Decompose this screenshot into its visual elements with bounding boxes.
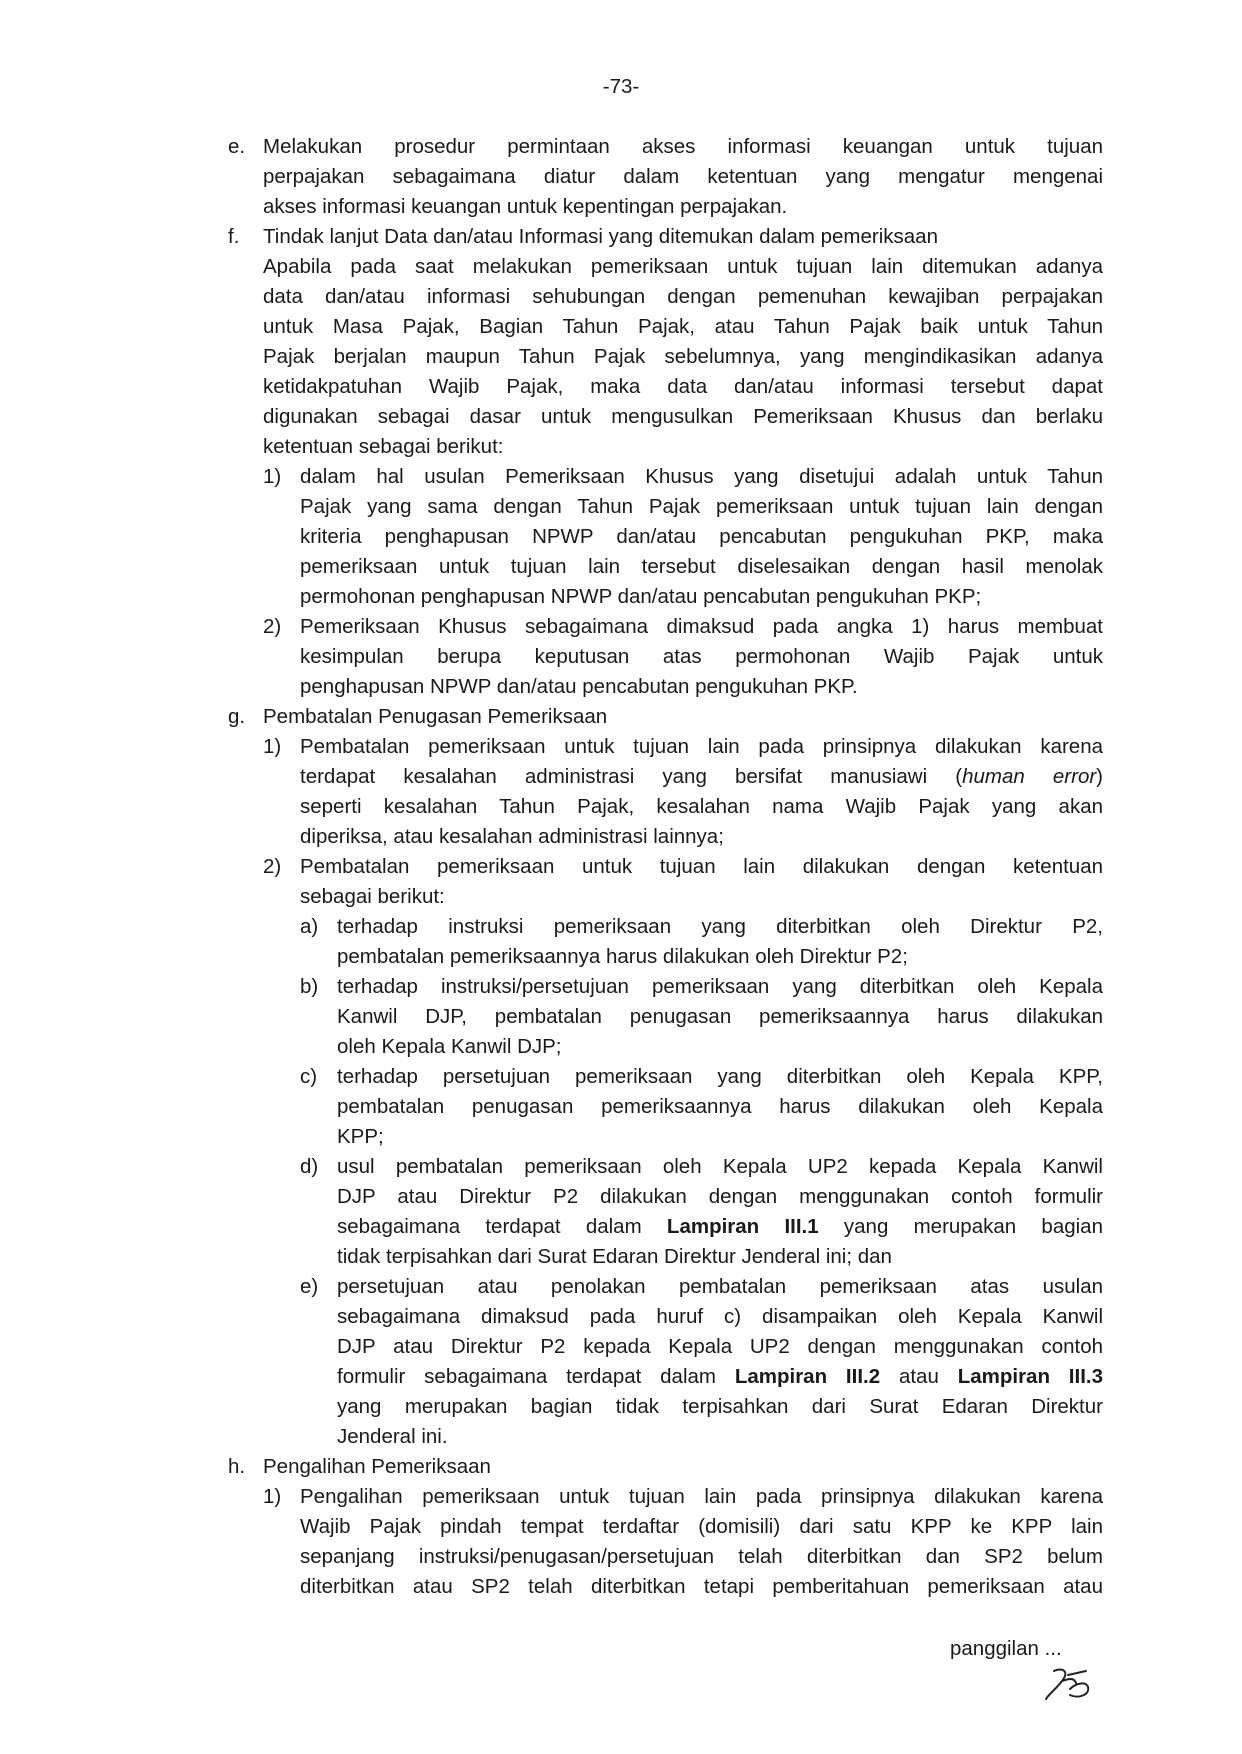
text-line: untuk Masa Pajak, Bagian Tahun Pajak, atau Tahun Pajak baik untuk Tahun	[263, 315, 1103, 338]
paragraph-text	[263, 702, 1103, 732]
list-marker: 1)	[263, 1485, 282, 1508]
text-line: KPP;	[337, 1125, 384, 1148]
paragraph-text	[300, 852, 1103, 912]
text-line: penghapusan NPWP dan/atau pencabutan pengukuhan PKP.	[300, 675, 858, 698]
paragraph-text	[337, 1062, 1103, 1152]
list-marker: e)	[300, 1275, 319, 1298]
list-marker: g.	[228, 705, 246, 728]
text-line: Pengalihan pemeriksaan untuk tujuan lain pada prinsipnya dilakukan karena	[300, 1485, 1103, 1508]
text-line: Pemeriksaan Khusus sebagaimana dimaksud pada angka 1) harus membuat	[300, 615, 1103, 638]
text-line: pembatalan pemeriksaannya harus dilakukan oleh Direktur P2;	[337, 945, 908, 968]
paraf-signature-icon	[1040, 1665, 1100, 1705]
text-line: data dan/atau informasi sehubungan dengan pemenuhan kewajiban perpajakan	[263, 285, 1103, 308]
paragraph-text	[337, 972, 1103, 1062]
list-marker: f.	[228, 225, 240, 248]
text-line: yang merupakan bagian tidak terpisahkan dari Surat Edaran Direktur	[337, 1395, 1103, 1418]
text-line: Kanwil DJP, pembatalan penugasan pemeriksaannya harus dilakukan	[337, 1005, 1103, 1028]
list-marker: 2)	[263, 615, 282, 638]
text-line: permohonan penghapusan NPWP dan/atau pencabutan pengukuhan PKP;	[300, 585, 982, 608]
text-line: DJP atau Direktur P2 kepada Kepala UP2 dengan menggunakan contoh	[337, 1335, 1103, 1358]
paragraph-text	[300, 612, 1103, 702]
list-marker: c)	[300, 1065, 318, 1088]
text-line: Pembatalan pemeriksaan untuk tujuan lain dilakukan dengan ketentuan	[300, 855, 1103, 878]
text-line: diperiksa, atau kesalahan administrasi lainnya;	[300, 825, 724, 848]
text-line: sepanjang instruksi/penugasan/persetujuan telah diterbitkan dan SP2 belum	[300, 1545, 1103, 1568]
text-line: Pembatalan Penugasan Pemeriksaan	[263, 705, 608, 728]
text-line: tidak terpisahkan dari Surat Edaran Direktur Jenderal ini; dan	[337, 1245, 892, 1268]
paragraph-text	[337, 1152, 1103, 1272]
text-line: dalam hal usulan Pemeriksaan Khusus yang disetujui adalah untuk Tahun	[300, 465, 1103, 488]
text-line: sebagaimana terdapat dalam Lampiran III.1 yang merupakan bagian	[337, 1215, 1103, 1238]
list-marker: b)	[300, 975, 319, 998]
paragraph-text	[300, 462, 1103, 612]
text-line: kesimpulan berupa keputusan atas permohonan Wajib Pajak untuk	[300, 645, 1103, 668]
text-line: ketidakpatuhan Wajib Pajak, maka data dan/atau informasi tersebut dapat	[263, 375, 1103, 398]
text-line: Pajak berjalan maupun Tahun Pajak sebelumnya, yang mengindikasikan adanya	[263, 345, 1103, 368]
text-line: terhadap persetujuan pemeriksaan yang diterbitkan oleh Kepala KPP,	[337, 1065, 1103, 1088]
text-line: DJP atau Direktur P2 dilakukan dengan menggunakan contoh formulir	[337, 1185, 1103, 1208]
text-line: Tindak lanjut Data dan/atau Informasi yang ditemukan dalam pemeriksaan	[263, 225, 938, 248]
text-line: Melakukan prosedur permintaan akses informasi keuangan untuk tujuan	[263, 135, 1103, 158]
text-line: oleh Kepala Kanwil DJP;	[337, 1035, 562, 1058]
text-line: Pajak yang sama dengan Tahun Pajak pemeriksaan untuk tujuan lain dengan	[300, 495, 1103, 518]
text-line: pembatalan penugasan pemeriksaannya harus dilakukan oleh Kepala	[337, 1095, 1103, 1118]
text-line: persetujuan atau penolakan pembatalan pemeriksaan atas usulan	[337, 1275, 1103, 1298]
text-line: perpajakan sebagaimana diatur dalam ketentuan yang mengatur mengenai	[263, 165, 1103, 188]
text-line: ketentuan sebagai berikut:	[263, 435, 504, 458]
text-line: Pembatalan pemeriksaan untuk tujuan lain pada prinsipnya dilakukan karena	[300, 735, 1103, 758]
text-line: sebagaimana dimaksud pada huruf c) disampaikan oleh Kepala Kanwil	[337, 1305, 1103, 1328]
list-marker: 1)	[263, 735, 282, 758]
continuation-catchword: panggilan ...	[950, 1637, 1062, 1660]
text-line: digunakan sebagai dasar untuk mengusulkan Pemeriksaan Khusus dan berlaku	[263, 405, 1103, 428]
paragraph-text	[263, 252, 1103, 462]
paragraph-text	[300, 732, 1103, 852]
list-marker: h.	[228, 1455, 246, 1478]
text-line: formulir sebagaimana terdapat dalam Lampiran III.2 atau Lampiran III.3	[337, 1365, 1103, 1388]
list-marker: a)	[300, 915, 319, 938]
list-marker: d)	[300, 1155, 319, 1178]
list-marker: 2)	[263, 855, 282, 878]
paragraph-text	[337, 1272, 1103, 1452]
text-line: sebagai berikut:	[300, 885, 445, 908]
paragraph-text	[337, 912, 1103, 972]
text-line: terhadap instruksi/persetujuan pemeriksaan yang diterbitkan oleh Kepala	[337, 975, 1103, 998]
list-marker: 1)	[263, 465, 282, 488]
text-line: Wajib Pajak pindah tempat terdaftar (domisili) dari satu KPP ke KPP lain	[300, 1515, 1103, 1538]
paragraph-text	[263, 1452, 1103, 1482]
text-line: usul pembatalan pemeriksaan oleh Kepala UP2 kepada Kepala Kanwil	[337, 1155, 1103, 1178]
paragraph-text	[263, 132, 1103, 222]
text-line: pemeriksaan untuk tujuan lain tersebut diselesaikan dengan hasil menolak	[300, 555, 1103, 578]
text-line: Apabila pada saat melakukan pemeriksaan untuk tujuan lain ditemukan adanya	[263, 255, 1103, 278]
paragraph-text	[263, 222, 1103, 252]
text-line: akses informasi keuangan untuk kepentingan perpajakan.	[263, 195, 788, 218]
text-line: Jenderal ini.	[337, 1425, 448, 1448]
text-line: terhadap instruksi pemeriksaan yang diterbitkan oleh Direktur P2,	[337, 915, 1103, 938]
text-line: kriteria penghapusan NPWP dan/atau pencabutan pengukuhan PKP, maka	[300, 525, 1103, 548]
list-marker: e.	[228, 135, 246, 158]
text-line: terdapat kesalahan administrasi yang bersifat manusiawi (human error)	[300, 765, 1103, 788]
text-line: Pengalihan Pemeriksaan	[263, 1455, 491, 1478]
paragraph-text	[300, 1482, 1103, 1602]
text-line: diterbitkan atau SP2 telah diterbitkan tetapi pemberitahuan pemeriksaan atau	[300, 1575, 1103, 1598]
page-number: -73-	[602, 75, 640, 98]
text-line: seperti kesalahan Tahun Pajak, kesalahan nama Wajib Pajak yang akan	[300, 795, 1103, 818]
